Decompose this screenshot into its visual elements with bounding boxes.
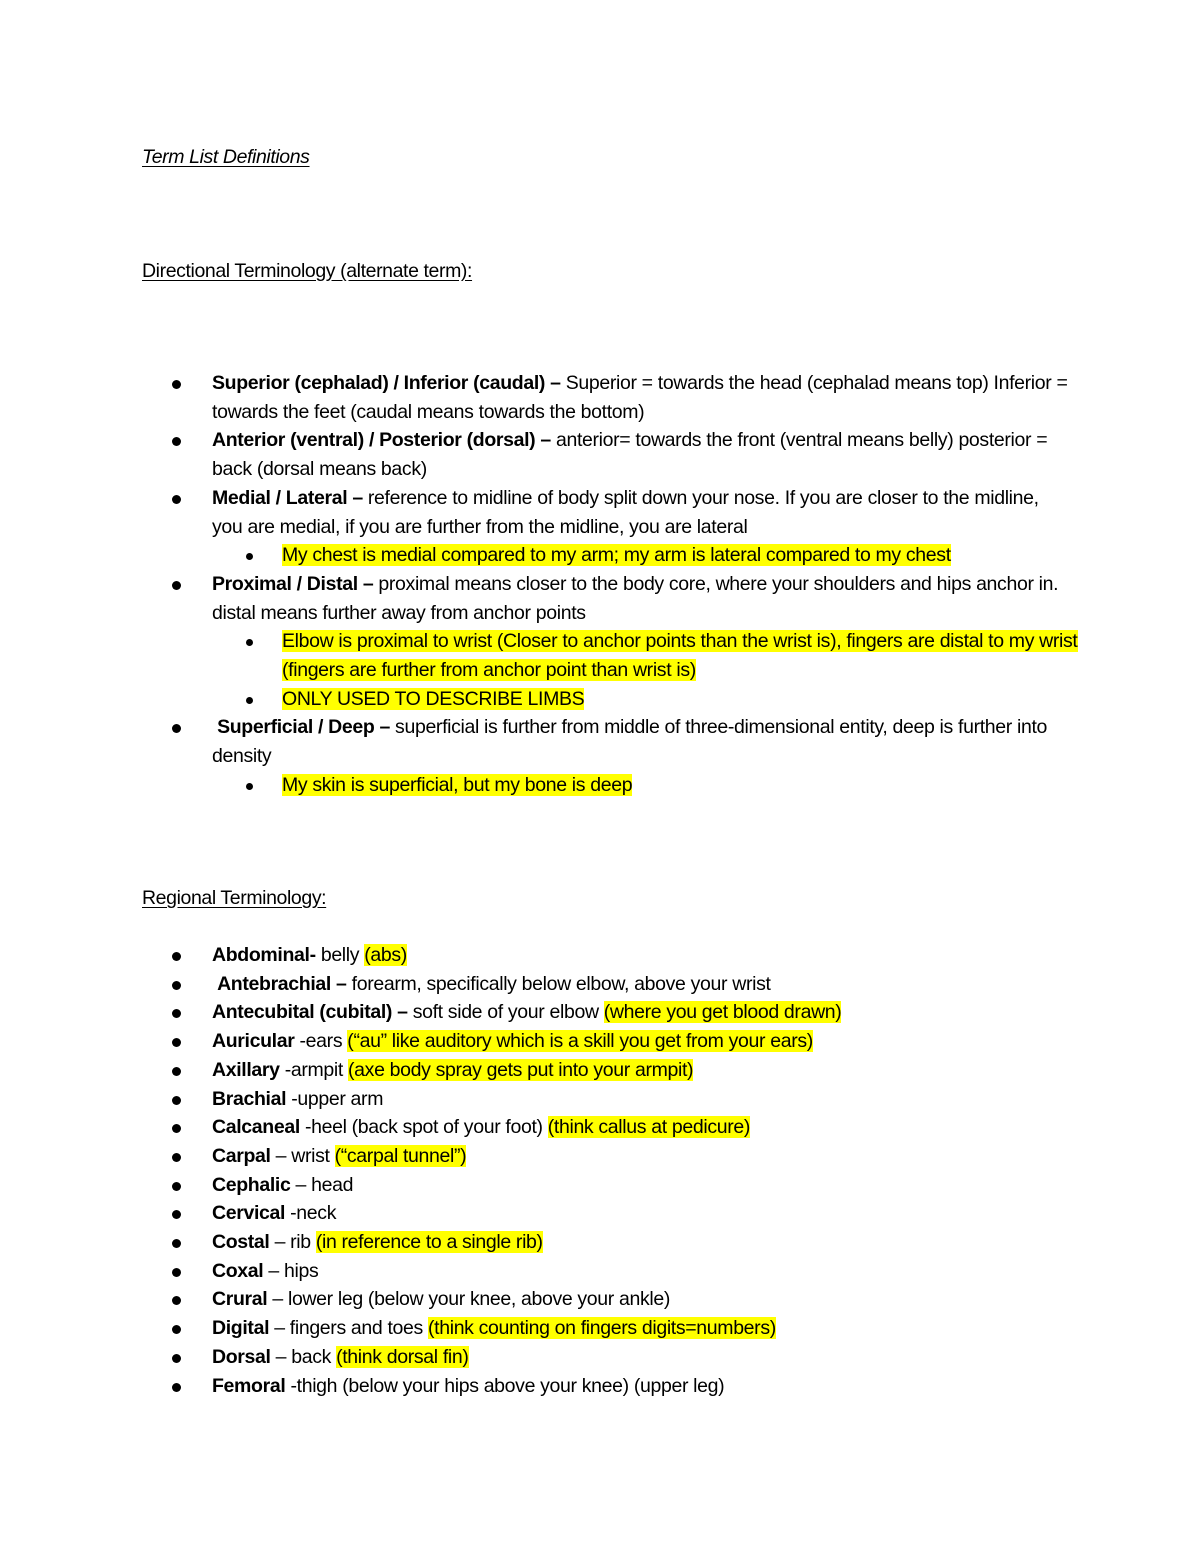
mnemonic-highlight: (in reference to a single rib) <box>315 1231 543 1254</box>
sub-list-item <box>0 541 1082 570</box>
bullet-icon <box>172 495 181 504</box>
term: Cephalic <box>212 1173 291 1196</box>
list-item <box>0 1314 1072 1343</box>
list-item <box>0 713 1072 770</box>
directional-heading: Directional Terminology (alternate term): <box>142 260 473 282</box>
term: Superficial / Deep – <box>217 716 390 739</box>
definition: Superior = towards the head (cephalad means top) Inferior = towards the feet (caudal means towards the bottom) <box>212 372 1068 423</box>
regional-heading: Regional Terminology: <box>142 887 327 909</box>
sub-list-item <box>0 771 1082 800</box>
list-item <box>0 1228 1072 1257</box>
definition: reference to midline of body split down your nose. If you are closer to the midline, you are medial, if you are further from the midline, you are lateral <box>212 486 1039 538</box>
term: Calcaneal <box>212 1116 300 1139</box>
definition: -armpit <box>279 1058 349 1081</box>
definition: – fingers and toes <box>269 1317 428 1340</box>
definition: -thigh (below your hips above your knee) (upper leg) <box>285 1374 725 1397</box>
term: Anterior (ventral) / Posterior (dorsal) – <box>212 429 551 452</box>
bullet-icon <box>172 1153 181 1162</box>
mnemonic-highlight: (think callus at pedicure) <box>547 1116 750 1139</box>
bullet-icon <box>172 1067 181 1076</box>
document-title: Term List Definitions <box>142 146 310 168</box>
list-item <box>0 1199 1072 1228</box>
bullet-icon <box>172 1296 181 1305</box>
term: Proximal / Distal – <box>212 572 374 595</box>
list-item <box>0 1113 1072 1142</box>
mnemonic-highlight: (“au” like auditory which is a skill you get from your ears) <box>347 1030 813 1053</box>
list-item <box>0 1142 1072 1171</box>
bullet-icon <box>246 639 253 646</box>
bullet-icon <box>172 1038 181 1047</box>
definition: – wrist <box>270 1144 335 1167</box>
list-item <box>0 1372 1072 1401</box>
definition: belly <box>315 944 365 966</box>
bullet-icon <box>172 1096 181 1105</box>
bullet-icon <box>172 952 181 961</box>
mnemonic-highlight: (think counting on fingers digits=numbers) <box>428 1317 776 1340</box>
example-highlight: My chest is medial compared to my arm; my arm is lateral compared to my chest <box>282 544 951 567</box>
bullet-icon <box>172 1210 181 1219</box>
definition: – rib <box>269 1231 316 1254</box>
bullet-icon <box>172 437 181 446</box>
definition: – hips <box>263 1259 319 1282</box>
bullet-icon <box>172 1325 181 1334</box>
term: Coxal <box>212 1259 264 1282</box>
list-item <box>0 941 1072 970</box>
directional-list <box>0 369 1082 800</box>
term: Abdominal- <box>212 944 316 966</box>
term: Medial / Lateral – <box>212 486 363 509</box>
definition: – back <box>270 1345 337 1368</box>
bullet-icon <box>172 724 181 733</box>
term: Antebrachial – <box>217 972 347 995</box>
definition: -neck <box>285 1202 337 1225</box>
bullet-icon <box>172 1239 181 1248</box>
term: Dorsal <box>212 1345 271 1368</box>
bullet-icon <box>172 1268 181 1277</box>
list-item <box>0 1285 1072 1314</box>
term: Carpal <box>212 1144 271 1167</box>
definition: – head <box>290 1173 354 1196</box>
definition: -upper arm <box>286 1087 384 1110</box>
list-item <box>0 484 1072 541</box>
list-item <box>0 1085 1072 1114</box>
term: Auricular <box>212 1030 295 1053</box>
term: Femoral <box>212 1374 286 1397</box>
term: Brachial <box>212 1087 287 1110</box>
bullet-icon <box>172 1354 181 1363</box>
bullet-icon <box>172 981 181 990</box>
example-highlight: ONLY USED TO DESCRIBE LIMBS <box>282 687 585 710</box>
bullet-icon <box>246 783 253 790</box>
list-item <box>0 998 1072 1027</box>
list-item <box>0 1056 1072 1085</box>
mnemonic-highlight: (abs) <box>364 944 407 966</box>
term: Antecubital (cubital) – <box>212 1001 408 1024</box>
mnemonic-highlight: (where you get blood drawn) <box>603 1001 842 1024</box>
bullet-icon <box>246 553 253 560</box>
definition: -ears <box>294 1030 348 1053</box>
definition: -heel (back spot of your foot) <box>299 1116 548 1139</box>
regional-list <box>0 941 1072 1400</box>
definition: anterior= towards the front (ventral means belly) posterior = back (dorsal means back) <box>212 429 1048 481</box>
list-item <box>0 970 1072 999</box>
bullet-icon <box>172 1383 181 1392</box>
term: Axillary <box>212 1058 280 1081</box>
mnemonic-highlight: (axe body spray gets put into your armpit) <box>348 1058 694 1081</box>
list-item <box>0 1027 1072 1056</box>
mnemonic-highlight: (“carpal tunnel”) <box>334 1144 467 1167</box>
definition: – lower leg (below your knee, above your ankle) <box>267 1288 671 1311</box>
bullet-icon <box>246 697 253 704</box>
list-item <box>0 570 1072 627</box>
bullet-icon <box>172 1009 181 1018</box>
term: Superior (cephalad) / Inferior (caudal) – <box>212 372 561 394</box>
sub-list-item <box>0 627 1082 684</box>
bullet-icon <box>172 380 181 389</box>
term: Digital <box>212 1317 270 1340</box>
definition: superficial is further from middle of three-dimensional entity, deep is further into density <box>212 716 1048 768</box>
list-item <box>0 1343 1072 1372</box>
definition: proximal means closer to the body core, where your shoulders and hips anchor in. distal means further away from anchor points <box>212 572 1059 624</box>
bullet-icon <box>172 1182 181 1191</box>
list-item <box>0 1257 1072 1286</box>
term: Crural <box>212 1288 268 1311</box>
definition: soft side of your elbow <box>407 1001 604 1024</box>
list-item <box>0 426 1072 483</box>
list-item <box>0 1171 1072 1200</box>
example-highlight: My skin is superficial, but my bone is deep <box>282 773 633 796</box>
term: Cervical <box>212 1202 286 1225</box>
sub-list-item <box>0 685 1082 714</box>
term: Costal <box>212 1231 270 1254</box>
example-highlight: Elbow is proximal to wrist (Closer to anchor points than the wrist is), fingers are distal to my wrist (fingers are further from anchor point than wrist is) <box>282 630 1078 682</box>
bullet-icon <box>172 581 181 590</box>
mnemonic-highlight: (think dorsal fin) <box>336 1345 469 1368</box>
list-item <box>0 369 1072 426</box>
definition: forearm, specifically below elbow, above your wrist <box>346 972 771 995</box>
bullet-icon <box>172 1124 181 1133</box>
